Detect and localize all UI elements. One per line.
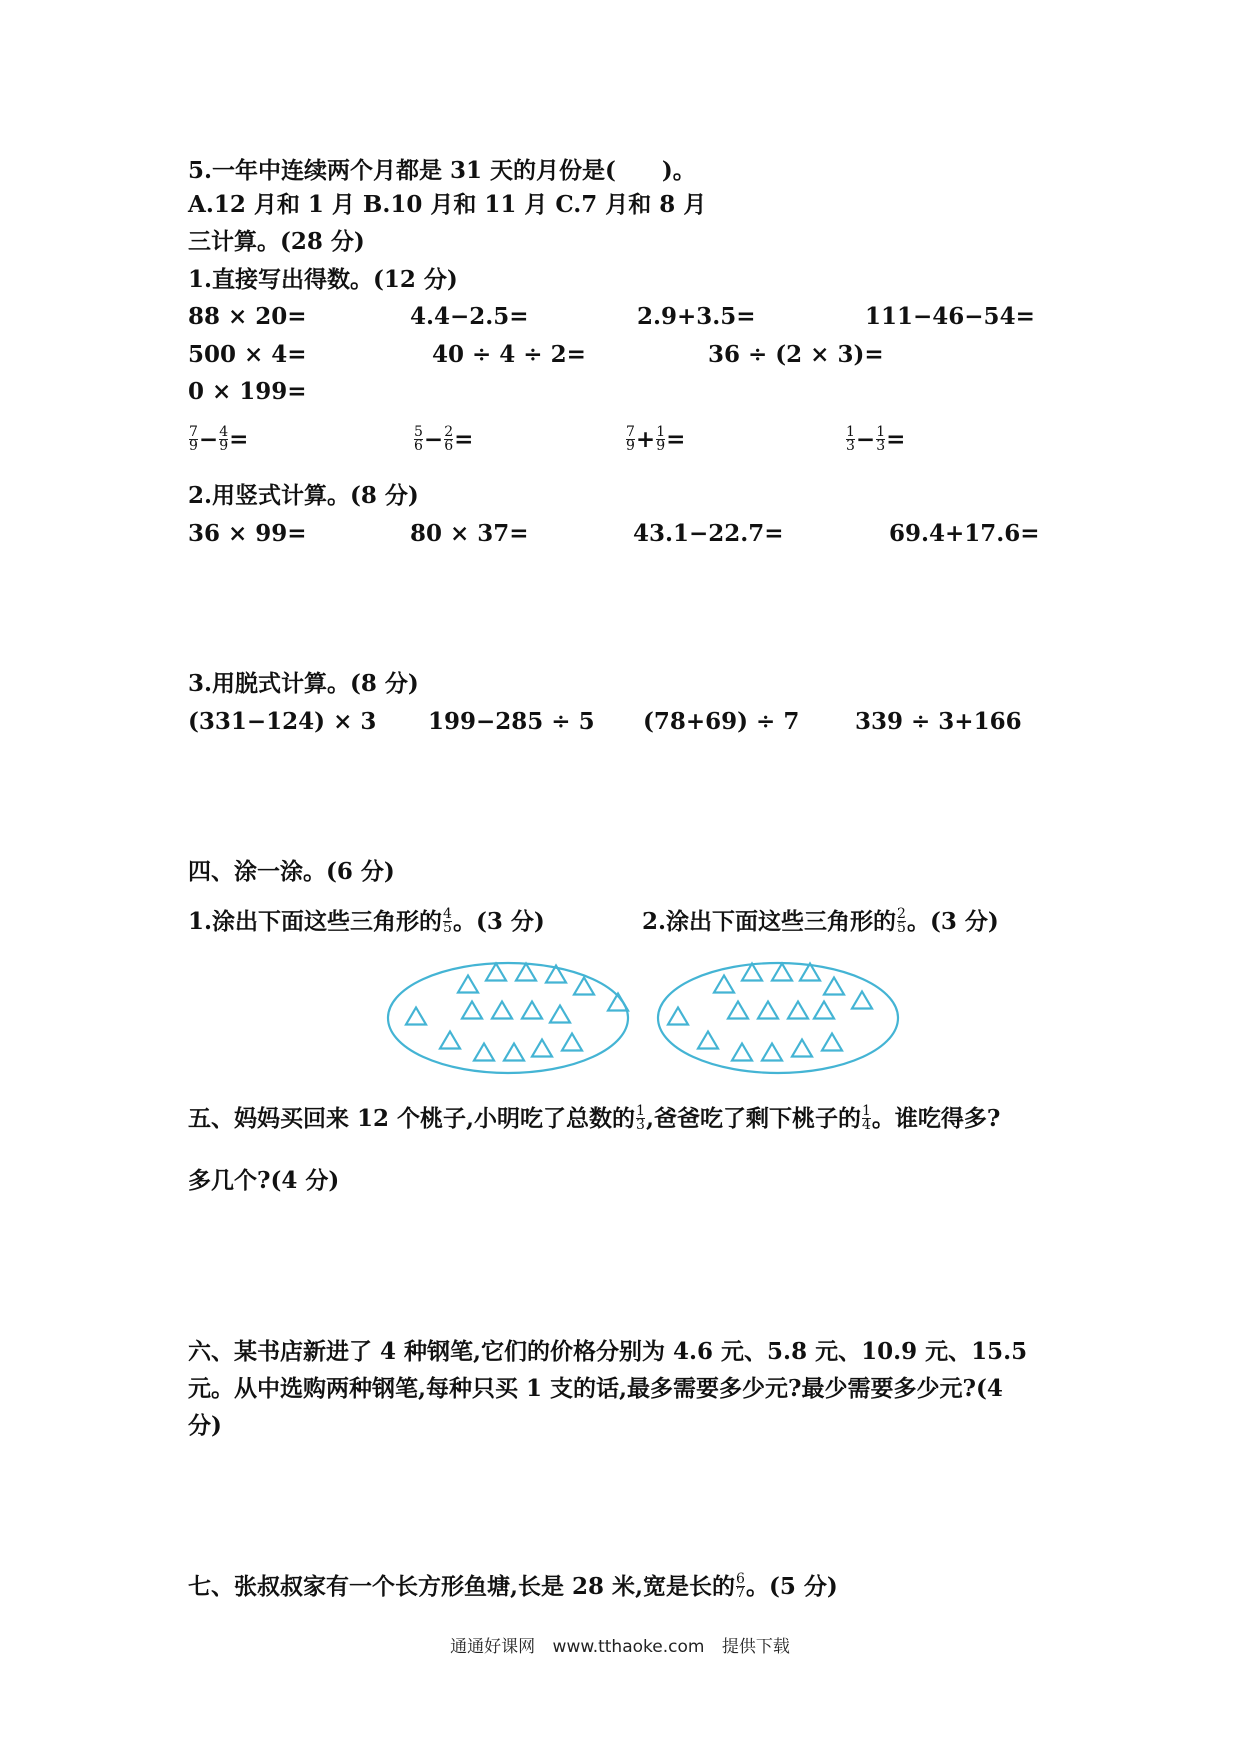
fraction: $\frac{1}{3}$ — [876, 423, 886, 454]
calc-item: 4.4−2.5= — [410, 303, 529, 330]
calc-item: 43.1−22.7= — [633, 520, 784, 547]
fraction: $\frac{1}{3}$ — [636, 1102, 645, 1133]
triangle-shape[interactable] — [792, 1040, 812, 1057]
q5-question: 5.一年中连续两个月都是 31 天的月份是( )。 — [188, 157, 696, 184]
coloring-task-right: 2.涂出下面这些三角形的 $\frac{2}{5}$ 。(3 分) — [642, 905, 999, 936]
fraction-expr: $\frac{7}{9}$ + $\frac{1}{9}$ = — [626, 423, 686, 454]
fraction: $\frac{6}{7}$ — [736, 1570, 745, 1601]
triangle-shape[interactable] — [492, 1002, 512, 1019]
triangle-shape[interactable] — [504, 1044, 524, 1061]
triangle-shape[interactable] — [814, 1002, 834, 1019]
q5-options: A.12 月和 1 月 B.10 月和 11 月 C.7 月和 8 月 — [188, 191, 707, 218]
section6-line2: 元。从中选购两种钢笔,每种只买 1 支的话,最多需要多少元?最少需要多少元?(4 — [188, 1375, 1003, 1402]
triangle-shape[interactable] — [698, 1032, 718, 1049]
calc-item: 88 × 20= — [188, 303, 307, 330]
section3-title: 三计算。(28 分) — [188, 228, 365, 255]
footer — [0, 1632, 1240, 1657]
fraction: $\frac{4}{5}$ — [443, 905, 452, 936]
calc-item: 199−285 ÷ 5 — [428, 708, 595, 735]
section4-title: 四、涂一涂。(6 分) — [188, 858, 395, 885]
calc-item: 69.4+17.6= — [889, 520, 1040, 547]
triangle-shape[interactable] — [732, 1044, 752, 1061]
fraction: $\frac{7}{9}$ — [626, 423, 635, 454]
footer-url[interactable]: www.tthaoke.com — [552, 1637, 705, 1657]
calc-item: 111−46−54= — [865, 303, 1035, 330]
triangle-shape[interactable] — [728, 1002, 748, 1019]
fraction: $\frac{1}{3}$ — [846, 423, 855, 454]
fraction-expr: $\frac{5}{6}$ − $\frac{2}{6}$ = — [414, 423, 474, 454]
fraction: $\frac{7}{9}$ — [189, 423, 198, 454]
fraction: $\frac{5}{6}$ — [414, 423, 423, 454]
calc-item: 2.9+3.5= — [637, 303, 756, 330]
triangle-shape[interactable] — [822, 1034, 842, 1051]
section7-line: 七、张叔叔家有一个长方形鱼塘,长是 28 米,宽是长的 $\frac{6}{7}$ 。(5 分) — [188, 1570, 838, 1601]
fraction: $\frac{1}{9}$ — [656, 423, 666, 454]
triangle-shape[interactable] — [462, 1002, 482, 1019]
triangle-shape[interactable] — [574, 978, 594, 995]
triangle-shape[interactable] — [458, 976, 478, 993]
fraction: $\frac{2}{5}$ — [897, 905, 906, 936]
fraction: $\frac{2}{6}$ — [444, 423, 454, 454]
calc-item: 36 × 99= — [188, 520, 307, 547]
triangle-shape[interactable] — [474, 1044, 494, 1061]
triangle-shape[interactable] — [516, 964, 536, 981]
triangle-shape[interactable] — [772, 964, 792, 981]
coloring-task-left: 1.涂出下面这些三角形的 $\frac{4}{5}$ 。(3 分) — [188, 905, 545, 936]
triangle-shape[interactable] — [668, 1008, 688, 1025]
calc-item: 500 × 4= — [188, 341, 307, 368]
p2-title: 2.用竖式计算。(8 分) — [188, 482, 419, 509]
triangle-shape[interactable] — [532, 1040, 552, 1057]
section6-line1: 六、某书店新进了 4 种钢笔,它们的价格分别为 4.6 元、5.8 元、10.9 元、15.5 — [188, 1338, 1028, 1365]
section5-line2: 多几个?(4 分) — [188, 1167, 340, 1194]
p3-title: 3.用脱式计算。(8 分) — [188, 670, 419, 697]
footer-note: 提供下载 — [721, 1637, 790, 1657]
triangle-shape[interactable] — [406, 1008, 426, 1025]
triangle-shape[interactable] — [824, 978, 844, 995]
triangle-shape[interactable] — [486, 964, 506, 981]
calc-item: (331−124) × 3 — [188, 708, 377, 735]
fraction-expr: $\frac{7}{9}$ − $\frac{4}{9}$ = — [189, 423, 249, 454]
section6-line3: 分) — [188, 1412, 222, 1439]
calc-item: 80 × 37= — [410, 520, 529, 547]
triangle-shape[interactable] — [440, 1032, 460, 1049]
triangle-shape[interactable] — [852, 992, 872, 1009]
triangle-shape[interactable] — [762, 1044, 782, 1061]
p1-title: 1.直接写出得数。(12 分) — [188, 266, 458, 293]
triangle-shape[interactable] — [758, 1002, 778, 1019]
calc-item: (78+69) ÷ 7 — [643, 708, 800, 735]
fraction-expr: $\frac{1}{3}$ − $\frac{1}{3}$ = — [846, 423, 906, 454]
fraction: $\frac{4}{9}$ — [219, 423, 229, 454]
fraction: $\frac{1}{4}$ — [861, 1102, 871, 1133]
calc-item: 40 ÷ 4 ÷ 2= — [432, 341, 586, 368]
calc-item: 36 ÷ (2 × 3)= — [708, 341, 884, 368]
triangle-figure — [386, 958, 900, 1080]
triangle-shape[interactable] — [550, 1006, 570, 1023]
triangle-shape[interactable] — [788, 1002, 808, 1019]
triangle-shape[interactable] — [522, 1002, 542, 1019]
calc-item: 0 × 199= — [188, 378, 307, 405]
triangle-shape[interactable] — [714, 976, 734, 993]
triangle-shape[interactable] — [562, 1034, 582, 1051]
section5-line1: 五、妈妈买回来 12 个桃子,小明吃了总数的 $\frac{1}{3}$ ,爸爸吃了剩下桃子的 $\frac{1}{4}$ 。谁吃得多? — [188, 1102, 1001, 1133]
footer-site: 通通好课网 — [450, 1637, 536, 1657]
calc-item: 339 ÷ 3+166 — [855, 708, 1022, 735]
